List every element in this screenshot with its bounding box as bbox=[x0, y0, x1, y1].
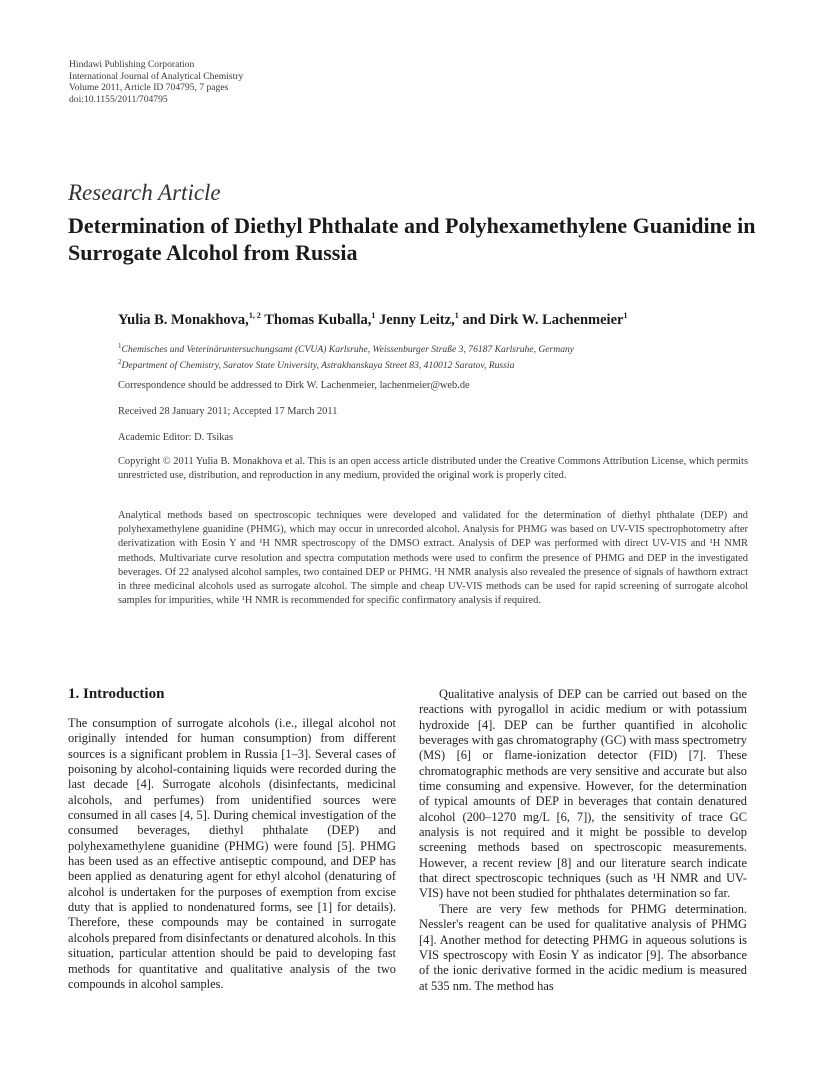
body-paragraph: Qualitative analysis of DEP can be carried out based on the reactions with pyrogallol in acidic medium or with potassium hydroxide [4]. DEP can be further quantified in alcoholic beverages with gas chromatography (GC) with mass spectrometry (MS) [6] or flame-ionization detector (FID) [7]. These chromatographic methods are very sensitive and accurate but also time consuming and expensive. However, for the determination of typical amounts of DEP in beverages that contain denatured alcohol (200–1270 mg/L [6, 7]), the sensitivity of trace GC analysis is not required and it might be possible to develop screening methods based on spectroscopic measurements. However, a recent review [8] and our literature search indicate that direct spectroscopic techniques (such as ¹H NMR and UV-VIS) have not been studied for phthalates determination so far. bbox=[419, 687, 747, 901]
affiliation: $^2$Department of Chemistry, Saratov State University, Astrakhanskaya Street 83, 410012 Saratov, Russia bbox=[118, 358, 515, 372]
right-column bbox=[419, 687, 747, 994]
affiliations bbox=[118, 340, 748, 372]
body-paragraph: The consumption of surrogate alcohols (i.e., illegal alcohol not originally intended for human consumption) from different sources is a significant problem in Russia [1–3]. Several cases of poisoning by alcohol-containing liquids were recorded during the last decade [4]. Surrogate alcohols (disinfectants, medicinal alcohols, and perfumes) from unidentified sources were consumed in all cases [4, 5]. During chemical investigation of the consumed beverages, diethyl phthalate (DEP) and polyhexamethylene guanidine (PHMG) were found [5]. PHMG has been used as an effective antiseptic compound, and DEP has been applied as denaturing agent for ethyl alcohol (denaturing of alcohol is undertaken for the purposes of exemption from excise duty that is applied to nondenatured forms, see [1] for details). Therefore, these compounds may be contained in surrogate alcohols prepared from disinfectants or denatured alcohols. In this situation, particular attention should be paid to developing fast methods for quantitative and qualitative analysis of the two compounds in alcohol samples. bbox=[68, 716, 396, 991]
publisher: Hindawi Publishing Corporation bbox=[69, 59, 195, 70]
author-name: Thomas Kuballa, bbox=[264, 311, 372, 328]
doi: doi:10.1155/2011/704795 bbox=[69, 93, 168, 105]
author-name: Yulia B. Monakhova, bbox=[118, 311, 249, 328]
abstract-text: Analytical methods based on spectroscopic techniques were developed and validated for the determination of diethyl phthalate (DEP) and polyhexamethylene guanidine (PHMG), which may occur in unrecorded alcohol. Analysis for PHMG was based on UV-VIS spectrophotometry after derivatization with Eosin Y and ¹H NMR spectroscopy of the DMSO extract. Analysis of DEP was performed with direct UV-VIS and ¹H NMR methods. Multivariate curve resolution and spectra computation methods were used to confirm the presence of PHMG and DEP in the investigated beverages. Of 22 analysed alcohol samples, two contained DEP or PHMG. ¹H NMR analysis also revealed the presence of signals of hawthorn extract in three medicinal alcohols used as surrogate alcohol. The simple and cheap UV-VIS methods can be used for rapid screening of surrogate alcohol samples for impurities, while ¹H NMR is recommended for specific confirmatory analysis if required. bbox=[118, 510, 748, 607]
author-name: and Dirk W. Lachenmeier bbox=[462, 311, 624, 328]
author-affil-sup: 1 bbox=[371, 311, 376, 320]
section-heading: 1. Introduction bbox=[68, 686, 165, 702]
correspondence: Correspondence should be addressed to Dirk W. Lachenmeier, lachenmeier@web.de bbox=[118, 380, 470, 391]
body-paragraph: There are very few methods for PHMG determination. Nessler's reagent can be used for qualitative analysis of PHMG [4]. Another method for detecting PHMG in aqueous solutions is VIS spectroscopy with Eosin Y as indicator [9]. The absorbance of the ionic derivative formed in the acidic medium is measured at 535 nm. The method has bbox=[419, 901, 747, 993]
author-affil-sup: 1, 2 bbox=[248, 311, 261, 320]
volume-info: Volume 2011, Article ID 704795, 7 pages bbox=[69, 82, 229, 94]
copyright-notice: Copyright © 2011 Yulia B. Monakhova et al. This is an open access article distributed under the Creative Commons Attribution License, which permits unrestricted use, distribution, and reproduction in any medium, provided the original work is properly cited. bbox=[118, 456, 748, 482]
author-affil-sup: 1 bbox=[623, 311, 628, 320]
received-date: Received 28 January 2011; Accepted 17 March 2011 bbox=[118, 406, 338, 417]
left-column bbox=[68, 716, 396, 992]
article-type: Research Article bbox=[68, 180, 221, 205]
author-affil-sup: 1 bbox=[454, 311, 459, 320]
abstract bbox=[118, 509, 748, 608]
journal-name: International Journal of Analytical Chemistry bbox=[69, 70, 244, 82]
publication-header bbox=[69, 59, 243, 105]
author-list bbox=[118, 311, 627, 329]
article-title: Determination of Diethyl Phthalate and Polyhexamethylene Guanidine in Surrogate Alcohol from Russia bbox=[68, 213, 756, 265]
affiliation: $^1$Chemisches und Veterinäruntersuchungsamt (CVUA) Karlsruhe, Weissenburger Straße 3, 76187 Karlsruhe, Germany bbox=[118, 342, 575, 356]
academic-editor: Academic Editor: D. Tsikas bbox=[118, 432, 234, 443]
author-name: Jenny Leitz, bbox=[378, 311, 455, 328]
